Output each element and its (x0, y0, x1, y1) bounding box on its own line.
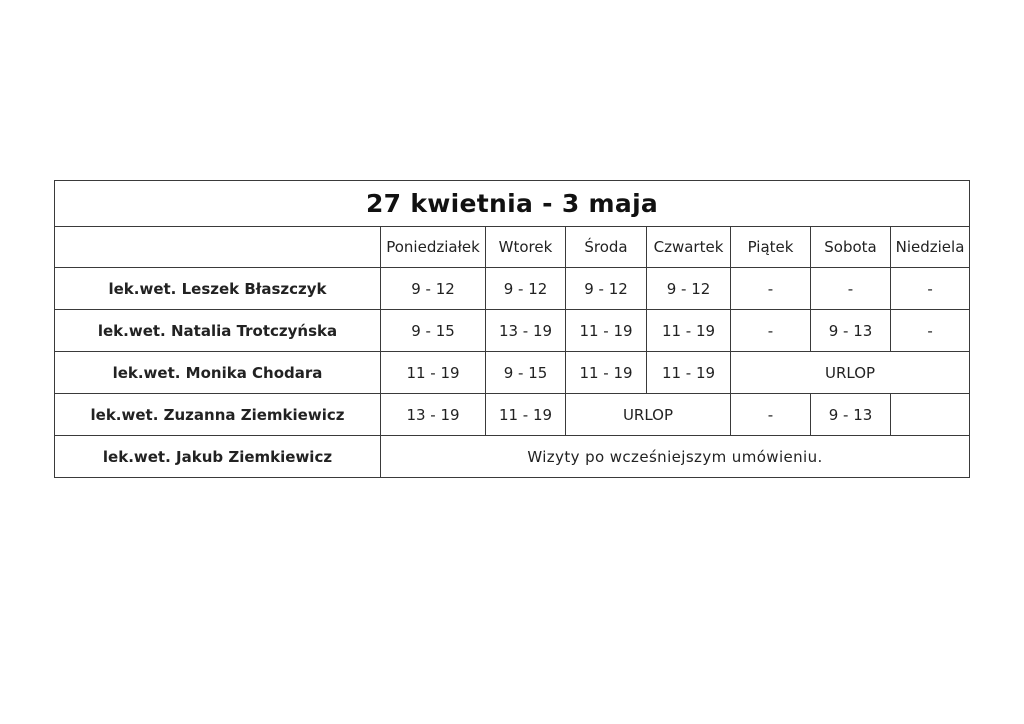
hours-cell: 9 - 12 (381, 268, 486, 310)
hours-cell: - (891, 268, 970, 310)
hours-cell: 11 - 19 (486, 394, 566, 436)
vet-name: lek.wet. Monika Chodara (55, 352, 381, 394)
hours-cell: 9 - 15 (381, 310, 486, 352)
hours-cell: 9 - 13 (811, 310, 891, 352)
hours-cell: - (811, 268, 891, 310)
days-header-row (55, 227, 970, 268)
day-header-wednesday: Środa (566, 227, 647, 268)
hours-cell: - (731, 394, 811, 436)
day-header-monday: Poniedziałek (381, 227, 486, 268)
day-header-tuesday: Wtorek (486, 227, 566, 268)
schedule-table (54, 180, 970, 478)
hours-cell: 9 - 12 (566, 268, 647, 310)
hours-cell: 9 - 12 (486, 268, 566, 310)
hours-cell: 9 - 12 (647, 268, 731, 310)
day-header-thursday: Czwartek (647, 227, 731, 268)
hours-cell: 11 - 19 (647, 310, 731, 352)
vet-row (55, 310, 970, 352)
vet-row (55, 394, 970, 436)
hours-cell: 9 - 15 (486, 352, 566, 394)
hours-cell: 9 - 13 (811, 394, 891, 436)
vet-name: lek.wet. Jakub Ziemkiewicz (55, 436, 381, 478)
header-empty-cell (55, 227, 381, 268)
hours-cell: 11 - 19 (381, 352, 486, 394)
vet-name: lek.wet. Leszek Błaszczyk (55, 268, 381, 310)
hours-cell: - (891, 310, 970, 352)
title-row (55, 181, 970, 227)
leave-cell: URLOP (566, 394, 731, 436)
vet-name: lek.wet. Zuzanna Ziemkiewicz (55, 394, 381, 436)
appointment-note: Wizyty po wcześniejszym umówieniu. (381, 436, 970, 478)
hours-cell: 11 - 19 (566, 352, 647, 394)
day-header-friday: Piątek (731, 227, 811, 268)
day-header-sunday: Niedziela (891, 227, 970, 268)
leave-cell: URLOP (731, 352, 970, 394)
hours-cell: 11 - 19 (647, 352, 731, 394)
vet-row (55, 268, 970, 310)
hours-cell: 13 - 19 (486, 310, 566, 352)
vet-name: lek.wet. Natalia Trotczyńska (55, 310, 381, 352)
hours-cell: 13 - 19 (381, 394, 486, 436)
schedule-title (55, 181, 970, 227)
hours-cell: - (731, 268, 811, 310)
day-header-saturday: Sobota (811, 227, 891, 268)
schedule-title-text: 27 kwietnia - 3 maja (365, 189, 659, 218)
vet-row (55, 352, 970, 394)
hours-cell: - (731, 310, 811, 352)
hours-cell (891, 394, 970, 436)
vet-row (55, 436, 970, 478)
hours-cell: 11 - 19 (566, 310, 647, 352)
